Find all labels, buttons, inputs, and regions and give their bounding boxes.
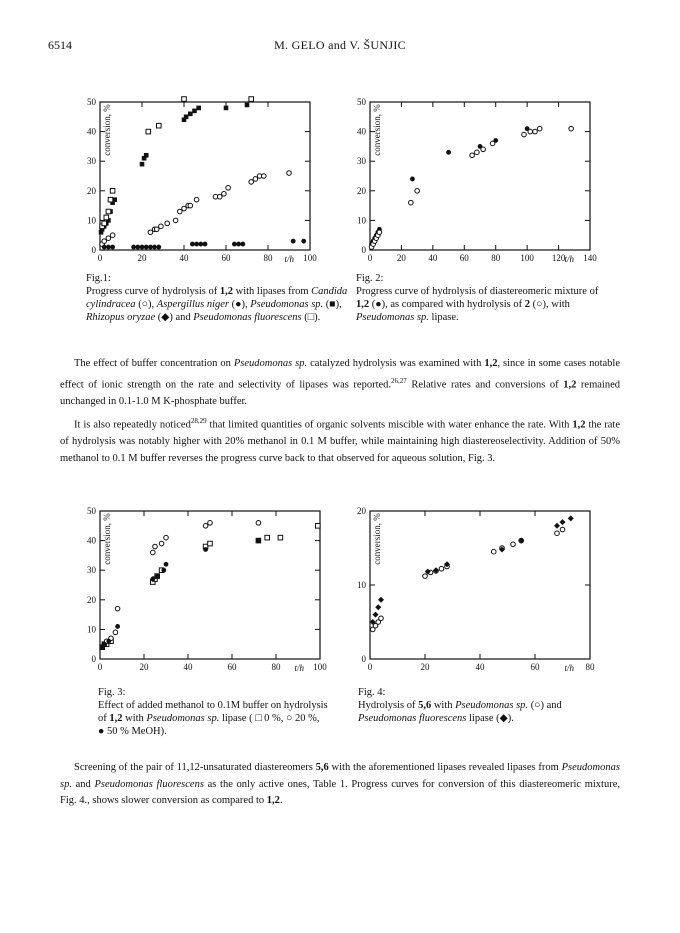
data-point-open-circle bbox=[490, 141, 495, 146]
data-point-open-circle bbox=[110, 233, 115, 238]
y-tick-label: 20 bbox=[357, 506, 366, 516]
data-point-open-circle bbox=[115, 606, 120, 611]
y-tick-label: 10 bbox=[87, 624, 96, 635]
data-point-open-circle bbox=[165, 221, 170, 226]
data-point-open-circle bbox=[159, 541, 164, 546]
paragraph-screening: Screening of the pair of 11,12-unsaturated diastereomers 5,6 with the aforementioned lipases revealed lipases from Pseudomonas sp. and Pseudomonas fluorescens as the only active ones, Table 1. Progress curves for conversion of this diastereomeric mixture, Fig. 4., shows slower conversion as compared to 1,2. bbox=[60, 762, 620, 806]
x-axis-label: t/h bbox=[284, 254, 294, 264]
data-point-open-circle bbox=[148, 230, 153, 235]
x-tick-label: 80 bbox=[271, 662, 281, 672]
data-point-open-square bbox=[278, 535, 283, 540]
data-point-open-circle bbox=[159, 224, 164, 229]
y-tick-label: 0 bbox=[361, 245, 366, 255]
data-point-open-circle bbox=[475, 150, 480, 155]
x-axis-label: t/h bbox=[564, 663, 574, 673]
data-point-filled-circle bbox=[155, 574, 160, 579]
data-point-open-circle bbox=[377, 230, 382, 235]
data-point-filled-circle bbox=[156, 245, 161, 250]
x-tick-label: 100 bbox=[303, 253, 317, 263]
data-point-filled-circle bbox=[102, 642, 107, 647]
figure-3-chart bbox=[80, 505, 330, 675]
data-point-open-circle bbox=[528, 129, 533, 134]
y-tick-label: 20 bbox=[87, 594, 96, 605]
y-axis-label: conversion, % bbox=[372, 104, 382, 156]
data-point-filled-circle bbox=[198, 242, 203, 247]
data-point-open-circle bbox=[164, 535, 169, 540]
data-point-open-square bbox=[316, 524, 321, 529]
data-point-filled-square bbox=[196, 106, 201, 111]
data-point-filled-square bbox=[184, 115, 189, 120]
data-point-filled-diamond bbox=[375, 604, 381, 610]
data-point-open-circle bbox=[217, 194, 222, 199]
data-point-filled-circle bbox=[106, 639, 111, 644]
data-point-open-circle bbox=[173, 218, 178, 223]
data-point-open-square bbox=[102, 221, 107, 226]
data-point-open-square bbox=[182, 97, 187, 102]
data-point-open-circle bbox=[379, 616, 384, 621]
y-tick-label: 40 bbox=[87, 126, 96, 137]
x-tick-label: 40 bbox=[475, 662, 485, 672]
data-point-open-circle bbox=[194, 197, 199, 202]
data-point-filled-diamond bbox=[378, 597, 384, 603]
y-tick-label: 20 bbox=[87, 185, 96, 196]
data-point-open-circle bbox=[203, 524, 208, 529]
data-point-open-circle bbox=[522, 132, 527, 137]
data-point-filled-square bbox=[245, 103, 250, 108]
y-axis-label: conversion, % bbox=[102, 513, 112, 565]
data-point-open-circle bbox=[555, 531, 560, 536]
figure-1-caption: Fig.1: Progress curve of hydrolysis of 1,2 with lipases from Candida cylindracea (○), Aspergillus niger (●), Pseudomonas sp. (■), Rhizopus oryzae (◆) and Pseudomonas fluorescens (□). bbox=[86, 272, 356, 324]
data-point-filled-circle bbox=[106, 245, 111, 250]
y-tick-label: 50 bbox=[87, 97, 96, 107]
running-head-authors: M. GELO and V. ŠUNJIC bbox=[274, 38, 406, 52]
x-tick-label: 140 bbox=[583, 253, 597, 263]
data-point-open-circle bbox=[182, 206, 187, 211]
data-point-open-circle bbox=[409, 200, 414, 205]
data-point-open-circle bbox=[102, 239, 107, 244]
y-tick-label: 0 bbox=[361, 654, 366, 664]
y-tick-label: 30 bbox=[87, 565, 96, 576]
data-point-open-circle bbox=[287, 171, 292, 176]
y-tick-label: 50 bbox=[87, 506, 96, 516]
figure-3-label: Fig. 3: bbox=[98, 687, 126, 698]
data-point-open-circle bbox=[533, 129, 538, 134]
x-tick-label: 20 bbox=[137, 253, 147, 263]
x-tick-label: 0 bbox=[97, 662, 103, 672]
data-point-open-circle bbox=[106, 236, 111, 241]
data-point-filled-square bbox=[192, 109, 197, 114]
data-point-open-circle bbox=[208, 521, 213, 526]
data-point-filled-circle bbox=[194, 242, 199, 247]
figure-1-label: Fig.1: bbox=[86, 273, 111, 284]
y-tick-label: 30 bbox=[357, 156, 366, 167]
y-tick-label: 40 bbox=[87, 535, 96, 546]
data-point-open-circle bbox=[256, 521, 261, 526]
plot-frame bbox=[370, 102, 590, 250]
data-point-open-circle bbox=[188, 203, 193, 208]
figure-2-label: Fig. 2: bbox=[356, 273, 384, 284]
x-tick-label: 100 bbox=[313, 662, 327, 672]
data-point-open-circle bbox=[222, 191, 227, 196]
data-point-filled-circle bbox=[131, 245, 136, 250]
y-tick-label: 40 bbox=[357, 126, 366, 137]
data-point-open-square bbox=[110, 189, 115, 194]
figure-2-caption: Fig. 2: Progress curve of hydrolysis of diastereomeric mixture of 1,2 (●), as compared with hydrolysis of 2 (○), with Pseudomonas sp. lipase. bbox=[356, 272, 606, 324]
data-point-filled-circle bbox=[301, 239, 306, 244]
figure-2-chart bbox=[350, 96, 600, 266]
x-tick-label: 40 bbox=[183, 662, 193, 672]
x-tick-label: 60 bbox=[459, 253, 469, 263]
figure-4-label: Fig. 4: bbox=[358, 687, 386, 698]
data-point-filled-square bbox=[144, 153, 149, 158]
data-point-filled-circle bbox=[164, 562, 169, 567]
x-tick-label: 20 bbox=[420, 662, 430, 672]
y-tick-label: 30 bbox=[87, 156, 96, 167]
y-axis-label: conversion, % bbox=[372, 513, 382, 565]
plot-frame bbox=[100, 102, 310, 250]
data-point-filled-circle bbox=[203, 242, 208, 247]
x-tick-label: 40 bbox=[428, 253, 438, 263]
x-tick-label: 60 bbox=[221, 253, 231, 263]
data-point-filled-circle bbox=[102, 245, 107, 250]
figure-3-caption: Fig. 3: Effect of added methanol to 0.1M buffer on hydrolysis of 1,2 with Pseudomonas sp. lipase ( □ 0 %, ○ 20 %, ● 50 % MeOH). bbox=[98, 687, 328, 737]
data-point-open-square bbox=[265, 535, 270, 540]
data-point-filled-circle bbox=[291, 239, 296, 244]
data-point-open-circle bbox=[537, 126, 542, 131]
data-point-open-circle bbox=[569, 126, 574, 131]
data-point-filled-circle bbox=[236, 242, 241, 247]
data-point-filled-circle bbox=[150, 577, 155, 582]
figure-1-chart bbox=[80, 96, 320, 266]
data-point-open-square bbox=[157, 123, 162, 128]
data-point-open-circle bbox=[151, 550, 156, 555]
data-point-filled-circle bbox=[152, 245, 157, 250]
data-point-filled-square bbox=[140, 162, 145, 167]
y-tick-label: 10 bbox=[357, 215, 366, 226]
data-point-open-circle bbox=[511, 542, 516, 547]
x-tick-label: 60 bbox=[530, 662, 540, 672]
data-point-open-circle bbox=[253, 177, 258, 182]
data-point-filled-diamond bbox=[518, 538, 524, 544]
data-point-filled-circle bbox=[410, 177, 415, 182]
data-point-filled-circle bbox=[232, 242, 237, 247]
y-tick-label: 10 bbox=[87, 215, 96, 226]
paragraph-buffer-effect: The effect of buffer concentration on Pseudomonas sp. catalyzed hydrolysis was examined with 1,2, since in some cases notable effect of ionic strength on the rate and selectivity of lipases was reported.$^{26,27}$ Relative rates and conversions of 1,2 remained unchanged in 0.1-1.0 M K-phosphate buffer. bbox=[60, 358, 621, 407]
data-point-open-circle bbox=[153, 544, 158, 549]
y-axis-label: conversion, % bbox=[102, 104, 112, 156]
data-point-open-circle bbox=[470, 153, 475, 158]
data-point-filled-diamond bbox=[554, 523, 560, 529]
data-point-open-circle bbox=[423, 574, 428, 579]
data-point-open-circle bbox=[560, 527, 565, 532]
data-point-filled-diamond bbox=[373, 612, 379, 618]
data-point-filled-circle bbox=[190, 242, 195, 247]
data-point-open-square bbox=[104, 215, 109, 220]
x-axis-label: t/h bbox=[564, 254, 574, 264]
data-point-filled-square bbox=[224, 106, 229, 111]
y-tick-label: 50 bbox=[357, 97, 366, 107]
x-tick-label: 0 bbox=[367, 253, 373, 263]
x-axis-label: t/h bbox=[294, 663, 304, 673]
data-point-filled-circle bbox=[144, 245, 149, 250]
data-point-open-circle bbox=[491, 549, 496, 554]
data-point-open-circle bbox=[226, 186, 231, 191]
data-point-open-square bbox=[208, 541, 213, 546]
page-number: 6514 bbox=[48, 38, 72, 52]
data-point-open-circle bbox=[113, 630, 118, 635]
data-point-open-circle bbox=[481, 147, 486, 152]
data-point-open-circle bbox=[178, 209, 183, 214]
data-point-open-square bbox=[146, 129, 151, 134]
data-point-filled-diamond bbox=[560, 519, 566, 525]
plot-frame bbox=[100, 511, 320, 659]
data-point-filled-circle bbox=[110, 245, 115, 250]
data-point-open-square bbox=[106, 209, 111, 214]
data-point-filled-circle bbox=[256, 538, 261, 543]
data-point-open-circle bbox=[249, 180, 254, 185]
x-tick-label: 0 bbox=[97, 253, 103, 263]
x-tick-label: 40 bbox=[179, 253, 189, 263]
x-tick-label: 20 bbox=[396, 253, 406, 263]
data-point-open-circle bbox=[415, 189, 420, 194]
x-tick-label: 80 bbox=[585, 662, 595, 672]
x-tick-label: 80 bbox=[491, 253, 501, 263]
paragraph-methanol-effect: It is also repeatedly noticed$^{28,29}$ that limited quantities of organic solvents miscible with water enhance the rate. With 1,2 the rate of hydrolysis was notably higher with 20% methanol in 0.1 M buffer, while maintaining high diastereoselectivity. Addition of 50% methanol to 0.1 M buffer reverses the progress curve back to that observed for aqueous solution, Fig. 3. bbox=[60, 417, 621, 464]
data-point-filled-diamond bbox=[568, 515, 574, 521]
data-point-filled-square bbox=[188, 112, 193, 117]
y-tick-label: 0 bbox=[91, 654, 96, 664]
data-point-filled-circle bbox=[161, 568, 166, 573]
data-point-open-circle bbox=[439, 566, 444, 571]
x-tick-label: 0 bbox=[367, 662, 373, 672]
y-tick-label: 20 bbox=[357, 185, 366, 196]
figure-4-caption: Fig. 4: Hydrolysis of 5,6 with Pseudomonas sp. (○) and Pseudomonas fluorescens lipase (◆). bbox=[358, 686, 598, 725]
data-point-open-circle bbox=[262, 174, 267, 179]
data-point-filled-circle bbox=[446, 150, 451, 155]
data-point-filled-circle bbox=[203, 547, 208, 552]
data-point-filled-circle bbox=[148, 245, 153, 250]
y-tick-label: 0 bbox=[91, 245, 96, 255]
data-point-filled-circle bbox=[135, 245, 140, 250]
data-point-filled-circle bbox=[115, 624, 120, 629]
data-point-open-square bbox=[249, 97, 254, 102]
data-point-filled-circle bbox=[140, 245, 145, 250]
x-tick-label: 100 bbox=[520, 253, 534, 263]
figure-4-chart bbox=[350, 505, 600, 675]
y-tick-label: 10 bbox=[357, 580, 366, 590]
data-point-open-square bbox=[108, 197, 113, 202]
x-tick-label: 120 bbox=[551, 253, 566, 263]
x-tick-label: 80 bbox=[263, 253, 273, 263]
x-tick-label: 20 bbox=[139, 662, 149, 672]
x-tick-label: 60 bbox=[227, 662, 237, 672]
data-point-filled-circle bbox=[240, 242, 245, 247]
data-point-open-circle bbox=[154, 227, 159, 232]
